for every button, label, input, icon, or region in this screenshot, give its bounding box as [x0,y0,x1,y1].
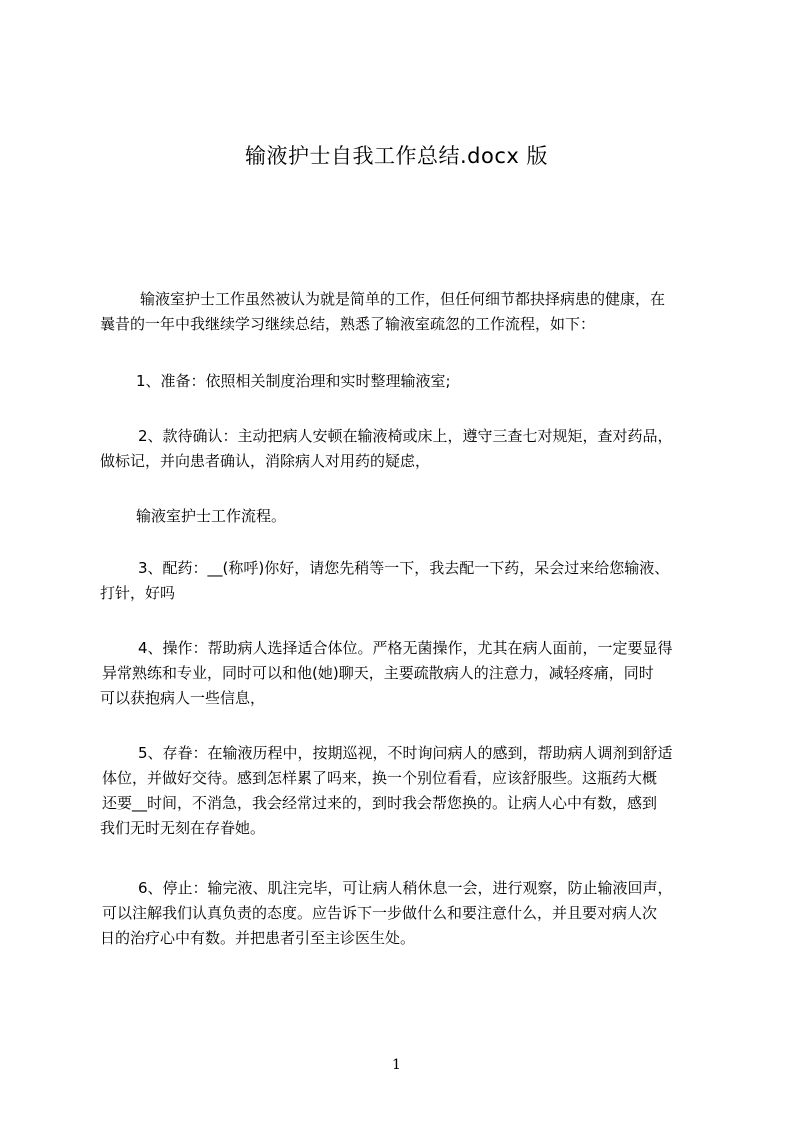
paragraph-line: 异常熟练和专业，同时可以和他(她)聊天，主要疏散病人的注意力，减轻疼痛，同时 [102,664,654,682]
paragraph-line: 做标记，并向患者确认，消除病人对用药的疑虑， [100,452,431,470]
paragraph-line: 3、配药：__(称呼)你好，请您先稍等一下，我去配一下药，呆会过来给您输液、 [138,559,670,577]
paragraph-line: 4、操作：帮助病人选择适合体位。严格无菌操作，尤其在病人面前，一定要显得 [138,639,673,657]
paragraph-line: 还要__时间，不消急，我会经常过来的，到时我会帮您换的。让病人心中有数，感到 [102,794,658,812]
document-title: 输液护士自我工作总结.docx 版 [244,144,548,168]
paragraph-line: 可以注解我们认真负责的态度。应告诉下一步做什么和要注意什么，并且要对病人次 [102,904,658,922]
paragraph-line: 可以获抱病人一些信息， [100,689,266,707]
paragraph-line: 5、存眷：在输液历程中，按期巡视，不时询问病人的感到，帮助病人调剂到舒适 [138,744,673,762]
paragraph-workflow-note [100,504,700,529]
paragraph-item-3 [100,556,700,606]
paragraph-line: 输液室护士工作流程。 [136,507,287,525]
paragraph-line: 6、停止：输完液、肌注完毕，可让病人稍休息一会，进行观察，防止输液回声， [138,879,673,897]
paragraph-item-2 [100,424,700,474]
page-number: 1 [392,1057,401,1073]
paragraph-line: 打针，好吗 [100,584,176,602]
paragraph-item-4 [100,636,700,711]
paragraph-line: 曩昔的一年中我继续学习继续总结，熟悉了输液室疏忽的工作流程，如下： [100,315,596,333]
paragraph-item-1 [100,369,700,394]
paragraph-line: 体位，并做好交待。感到怎样累了吗来，换一个别位看看，应该舒服些。这瓶药大概 [102,769,658,787]
paragraph-line: 日的治疗心中有数。并把患者引至主诊医生处。 [100,929,416,947]
paragraph-line: 1、准备：依照相关制度治理和实时整理输液室; [136,372,451,390]
paragraph-line: 输液室护士工作虽然被认为就是简单的工作，但任何细节都抉择病患的健康，在 [140,290,666,308]
paragraph-intro [100,287,700,337]
paragraph-line: 我们无时无刻在存眷她。 [100,819,266,837]
paragraph-item-6 [100,876,700,951]
paragraph-item-5 [100,741,700,841]
paragraph-line: 2、款待确认：主动把病人安顿在输液椅或床上，遵守三查七对规矩，查对药品， [138,427,673,445]
